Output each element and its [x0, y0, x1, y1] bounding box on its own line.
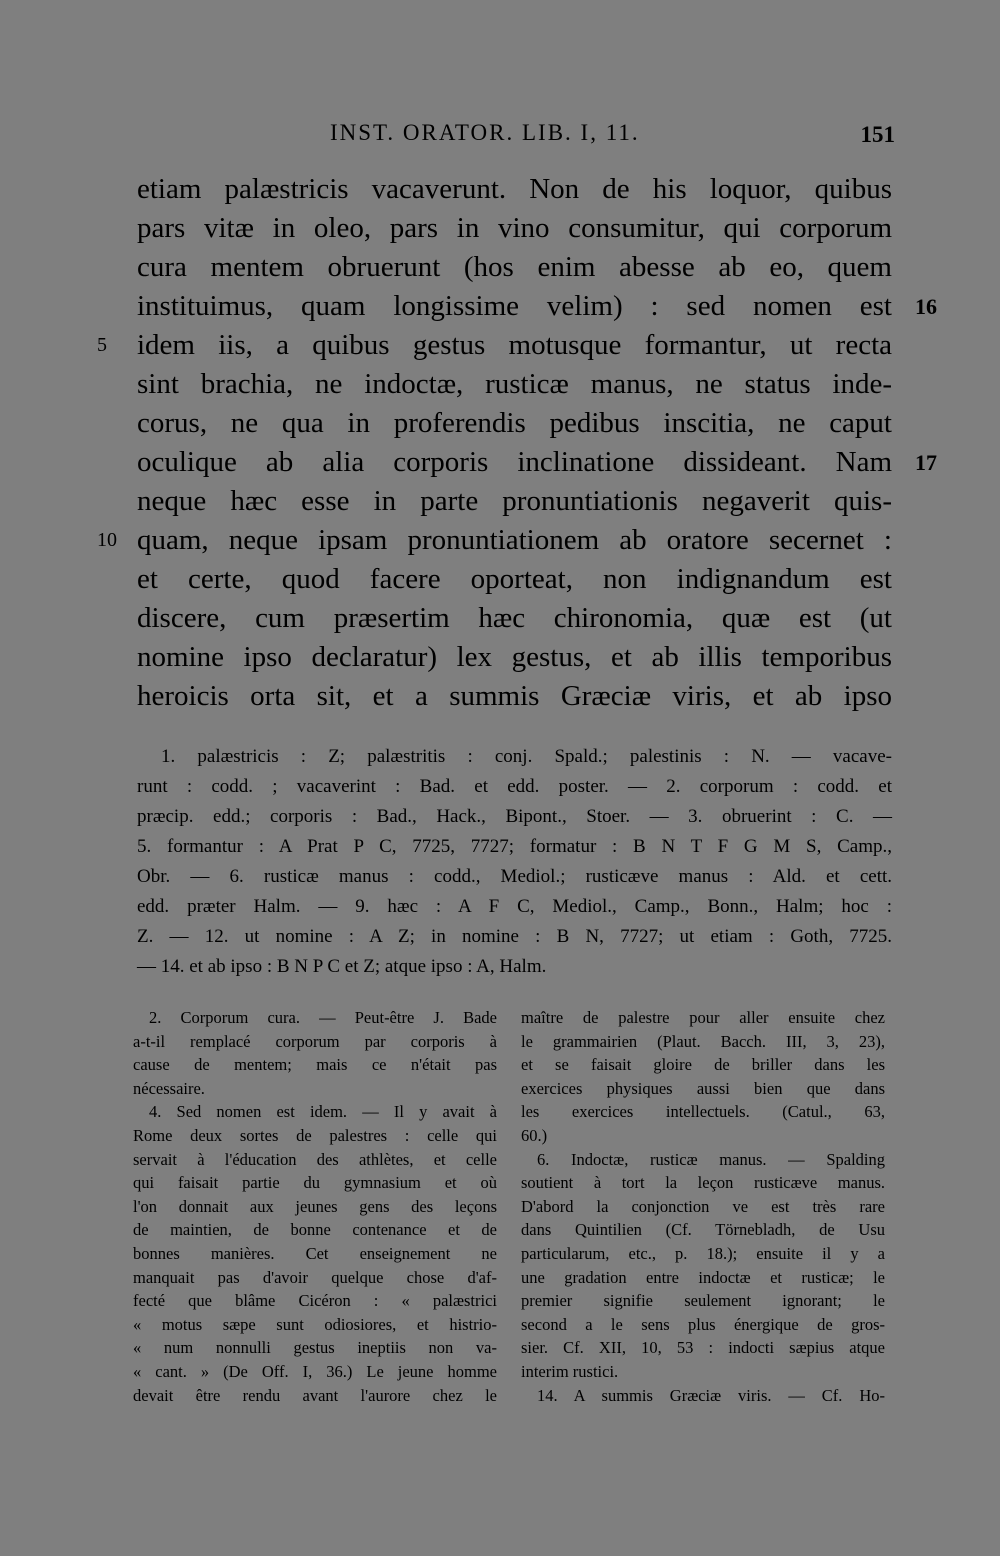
note-line: devait être rendu avant l'aurore chez le — [133, 1385, 497, 1405]
note-line: bonnes manières. Cet enseignement ne — [133, 1243, 497, 1263]
main-latin-text — [97, 170, 937, 716]
line-text: quam, neque ipsam pronuntiationem ab oratore secernet : — [137, 524, 892, 556]
note-line: premier signifie seulement ignorant; le — [521, 1291, 885, 1311]
main-line — [137, 677, 892, 716]
line-text: etiam palæstricis vacaverunt. Non de his loquor, quibus — [137, 173, 892, 205]
page-number: 151 — [860, 122, 895, 147]
note-line: interim rustici. — [521, 1361, 619, 1381]
note-line: le grammairien (Plaut. Bacch. III, 3, 23), — [521, 1031, 885, 1051]
main-line — [137, 209, 892, 248]
apparatus-line: 5. formantur : A Prat P C, 7725, 7727; formatur : B N T F G M S, Camp., — [137, 836, 892, 857]
line-text: discere, cum præsertim hæc chironomia, quæ est (ut — [137, 602, 892, 634]
main-line — [137, 560, 892, 599]
apparatus-line: Z. — 12. ut nomine : A Z; in nomine : B N, 7727; ut etiam : Goth, 7725. — [137, 926, 892, 947]
line-text: et certe, quod facere oporteat, non indignandum est — [137, 563, 892, 595]
note-line: sier. Cf. XII, 10, 53 : indocti sæpius atque — [521, 1338, 885, 1358]
note-line: maître de palestre pour aller ensuite chez — [521, 1008, 885, 1027]
note-line: exercices physiques aussi bien que dans — [521, 1078, 885, 1098]
note-line: fecté que blâme Cicéron : « palæstrici — [133, 1291, 497, 1311]
running-head: INST. ORATOR. LIB. I, 11. — [330, 120, 640, 145]
line-text: pars vitæ in oleo, pars in vino consumitur, qui corporum — [137, 212, 892, 244]
note-line: 2. Corporum cura. — Peut-être J. Bade — [149, 1008, 497, 1027]
main-line — [137, 287, 937, 326]
section-number: 17 — [915, 450, 937, 475]
apparatus-line: præcip. edd.; corporis : Bad., Hack., Bipont., Stoer. — 3. obruerint : C. — — [137, 806, 892, 827]
main-line — [137, 599, 892, 638]
main-line — [137, 170, 892, 209]
apparatus-line: edd. præter Halm. — 9. hæc : A F C, Mediol., Camp., Bonn., Halm; hoc : — [137, 896, 892, 917]
line-text: heroicis orta sit, et a summis Græciæ viris, et ab ipso — [137, 680, 892, 712]
line-text: oculique ab alia corporis inclinatione dissideant. Nam — [137, 446, 892, 478]
note-line: l'on donnait aux jeunes gens des leçons — [133, 1196, 497, 1216]
apparatus-line: Obr. — 6. rusticæ manus : codd., Mediol.; rusticæve manus : Ald. et cett. — [137, 866, 892, 887]
note-line: D'abord la conjonction ve est très rare — [521, 1196, 885, 1216]
note-line: « motus sæpe sunt odiosiores, et histrio- — [133, 1314, 497, 1334]
apparatus-line: runt : codd. ; vacaverint : Bad. et edd. poster. — 2. corporum : codd. et — [137, 776, 892, 797]
note-line: cause de mentem; mais ce n'était pas — [133, 1055, 497, 1075]
critical-apparatus — [137, 742, 892, 982]
line-number: 5 — [97, 334, 107, 356]
note-line: 4. Sed nomen est idem. — Il y avait à — [149, 1102, 497, 1122]
line-text: sint brachia, ne indoctæ, rusticæ manus, ne status inde- — [137, 368, 892, 400]
line-text: neque hæc esse in parte pronuntiationis negaverit quis- — [137, 485, 892, 517]
line-text: cura mentem obruerunt (hos enim abesse ab eo, quem — [137, 251, 892, 283]
line-text: corus, ne qua in proferendis pedibus inscitia, ne caput — [137, 407, 892, 439]
note-line: de maintien, de bonne contenance et de — [133, 1220, 497, 1240]
line-text: instituimus, quam longissime velim) : sed nomen est — [137, 290, 892, 322]
note-line: qui faisait partie du gymnasium et où — [133, 1173, 497, 1193]
line-text: nomine ipso declaratur) lex gestus, et ab illis temporibus — [137, 641, 892, 673]
line-number: 10 — [97, 529, 117, 551]
note-line: manquait pas d'avoir quelque chose d'af- — [133, 1267, 497, 1287]
note-line: a-t-il remplacé corporum par corporis à — [133, 1031, 497, 1051]
main-line — [137, 482, 892, 521]
note-line: « num nonnulli gestus ineptiis non va- — [133, 1338, 497, 1358]
line-text: idem iis, a quibus gestus motusque formantur, ut recta — [137, 329, 892, 361]
main-line — [97, 521, 892, 560]
main-line — [97, 326, 892, 365]
note-line: second a le sens plus énergique de gros- — [521, 1314, 885, 1334]
note-line: particularum, etc., p. 18.); ensuite il y a — [521, 1243, 885, 1263]
apparatus-line: — 14. et ab ipso : B N P C et Z; atque ipso : A, Halm. — [137, 956, 547, 977]
notes-left-column — [133, 1006, 497, 1407]
note-line: les exercices intellectuels. (Catul., 63, — [521, 1102, 885, 1122]
note-line: et se faisait gloire de briller dans les — [521, 1055, 885, 1075]
main-line — [137, 443, 937, 482]
main-line — [137, 404, 892, 443]
note-line: 60.) — [521, 1125, 548, 1145]
notes-right-column — [521, 1006, 885, 1407]
main-line — [137, 365, 892, 404]
apparatus-line: 1. palæstricis : Z; palæstritis : conj. Spald.; palestinis : N. — vacave- — [161, 746, 892, 767]
note-line: 6. Indoctæ, rusticæ manus. — Spalding — [537, 1149, 885, 1169]
note-line: nécessaire. — [133, 1078, 205, 1098]
main-line — [137, 248, 892, 287]
note-line: soutient à tort la leçon rusticæve manus. — [521, 1173, 885, 1193]
note-line: 14. A summis Græciæ viris. — Cf. Ho- — [537, 1385, 885, 1405]
section-number: 16 — [915, 294, 937, 319]
note-line: Rome deux sortes de palestres : celle qui — [133, 1125, 497, 1145]
main-line — [137, 638, 892, 677]
note-line: « cant. » (De Off. I, 36.) Le jeune homme — [133, 1361, 497, 1381]
note-line: servait à l'éducation des athlètes, et celle — [133, 1149, 497, 1169]
note-line: dans Quintilien (Cf. Törnebladh, de Usu — [521, 1220, 885, 1240]
note-line: une gradation entre indoctæ et rusticæ; le — [521, 1267, 885, 1287]
